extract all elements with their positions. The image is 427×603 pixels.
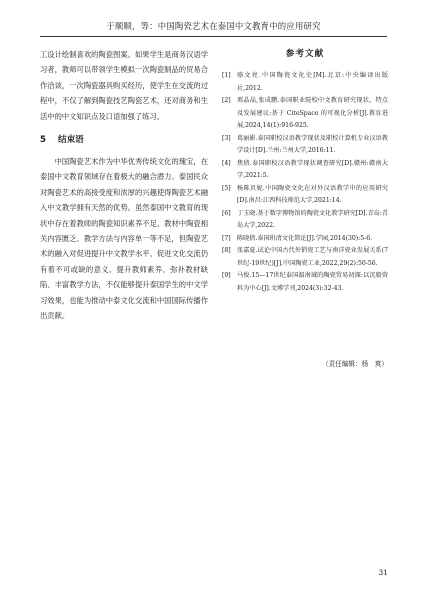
running-head: 于顺顺，等：中国陶瓷艺术在泰国中文教育中的应用研究 xyxy=(106,21,321,31)
responsible-editor: （责任编辑：杨 爽） xyxy=(322,360,388,368)
reference-item xyxy=(222,233,388,246)
reference-list xyxy=(222,70,388,295)
reference-number: [7] xyxy=(222,234,231,242)
reference-number: [2] xyxy=(222,97,231,104)
reference-number: [9] xyxy=(222,272,231,279)
continued-paragraph: 工设计绘制喜欢的陶瓷图案。如果学生是商务汉语学习者，教师可以带领学生模拟一次陶瓷制品的贸易合作洽谈，一次陶瓷器具购买经历，使学生在交流的过程中，不仅了解到陶瓷技艺陶瓷艺术，还对商务和生活中的中文知识点及口语加强了练习。 xyxy=(40,50,208,121)
reference-text: 杨陈贝妮.中国陶瓷文化在对外汉语教学中的应用研究[D].南昌:江西科技师范大学,2021:14. xyxy=(237,184,388,204)
reference-number: [5] xyxy=(222,184,231,192)
reference-text: 陈晓倩.泰国班清文化简论[J].学园,2014(30):5-6. xyxy=(237,234,373,242)
reference-item xyxy=(222,183,388,208)
references-title: 参考文献 xyxy=(285,49,325,59)
reference-item xyxy=(222,270,388,295)
reference-item xyxy=(222,245,388,270)
reference-number: [4] xyxy=(222,159,231,167)
conclusion-paragraph: 中国陶瓷艺术作为中华优秀传统文化的瑰宝，在泰国中文教育领域存在着极大的融合潜力。泰国民众对陶瓷艺术的高接受度和浓厚的兴趣使得陶瓷艺术融入中文教学拥有天然的优势。虽然泰国中文教育的现状中存在着教师的陶瓷知识素养不足、教材中陶瓷相关内容匮乏、教学方法与内容单一等不足，但陶瓷艺术的融入对促进提升中文教学水平、促进文化交流仍有着不可或缺的意义。提升教师素养、弥补教材缺陷、丰富教学方法，不仅能够提升泰国学生的中文学习效果，也能为推动中泰文化交流和中国国际传播作出贡献。 xyxy=(40,157,208,321)
reference-item xyxy=(222,158,388,183)
reference-text: 邢晶晶,张成鹏.泰国职业院校中文教育研究现状、特点及发展建议:基于 CiteSpace 的可视化分析[J].教育进展,2024,14(1):916-925. xyxy=(237,97,388,129)
reference-item xyxy=(222,95,388,133)
section-heading xyxy=(40,133,208,148)
reference-text: 丁玉晓.基于数字博物馆的陶瓷文化教学研究[D].青岛:青岛大学,2022. xyxy=(237,209,388,229)
reference-item xyxy=(222,70,388,95)
page-number: 31 xyxy=(378,568,388,577)
reference-text: 骆文亮.中国陶瓷文化史[M].北京:中央编译出版社,2012. xyxy=(237,72,388,92)
section-title: 结束语 xyxy=(57,135,84,146)
reference-text: 焦倩.泰国职校汉语教学现状调查研究[D].赣州:赣南大学,2021:5. xyxy=(237,159,388,179)
reference-number: [3] xyxy=(222,134,231,142)
reference-item xyxy=(222,133,388,158)
header-rule xyxy=(40,36,387,37)
right-column xyxy=(222,47,388,295)
reference-number: [6] xyxy=(222,209,231,217)
reference-text: 张嘉夏.试论中国古代外销瓷工艺与南洋瓷业发展关系(7世纪-19世纪)[J].中国陶瓷工业,2022,29(2):50-56. xyxy=(237,247,388,267)
left-column xyxy=(40,47,208,324)
section-number: 5 xyxy=(40,135,46,146)
reference-item xyxy=(222,208,388,233)
reference-number: [8] xyxy=(222,247,231,254)
reference-text: 葛丽影.泰国职校汉语教学现状及职校计算机专业汉语教学设计[D].兰州:兰州大学,2016:11. xyxy=(237,134,388,154)
reference-text: 马俊.15—17世纪泰国湄南域的陶瓷贸易初探:以沉船资料为中心[J].文博学刊,2024(3):32-43. xyxy=(237,272,388,292)
reference-number: [1] xyxy=(222,72,231,79)
